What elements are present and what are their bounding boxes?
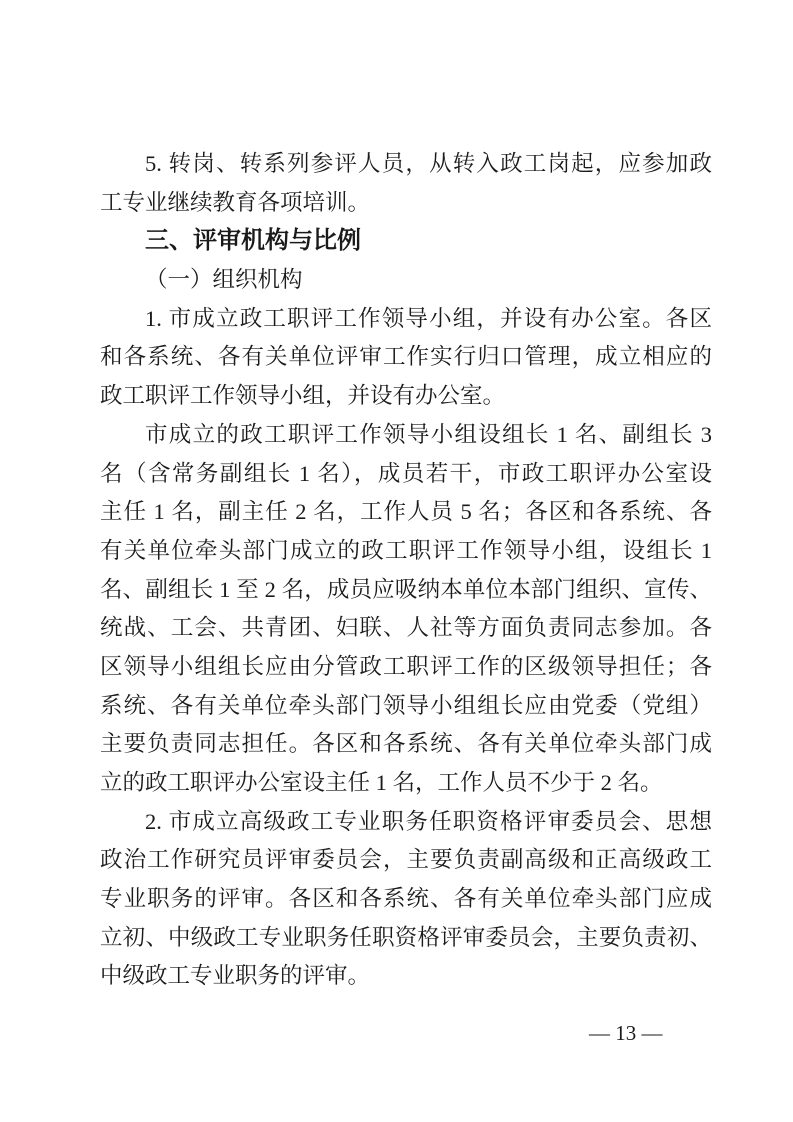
paragraph-line: 1. 市成立政工职评工作领导小组，并设有办公室。各区 <box>145 305 712 331</box>
paragraph-line: 主任 1 名，副主任 2 名，工作人员 5 名；各区和各系统、各 <box>100 499 712 525</box>
paragraph-line: 中级政工专业职务的评审。 <box>100 963 371 989</box>
subsection-heading: （一）组织机构 <box>145 267 303 293</box>
paragraph-line: 和各系统、各有关单位评审工作实行归口管理，成立相应的 <box>100 344 712 370</box>
paragraph-line: 区领导小组组长应由分管政工职评工作的区级领导担任；各 <box>100 653 712 679</box>
paragraph-line: 专业职务的评审。各区和各系统、各有关单位牵头部门应成 <box>100 886 712 912</box>
paragraph-line: 立初、中级政工专业职务任职资格评审委员会，主要负责初、 <box>100 924 712 950</box>
paragraph-line: 立的政工职评办公室设主任 1 名，工作人员不少于 2 名。 <box>100 770 663 795</box>
paragraph-line: 统战、工会、共青团、妇联、人社等方面负责同志参加。各 <box>100 615 712 641</box>
paragraph-line: 有关单位牵头部门成立的政工职评工作领导小组，设组长 1 <box>100 537 712 563</box>
paragraph-line: 工专业继续教育各项培训。 <box>100 189 371 215</box>
section-heading: 三、评审机构与比例 <box>145 227 361 255</box>
paragraph-line: 5. 转岗、转系列参评人员，从转入政工岗起，应参加政 <box>145 151 712 176</box>
paragraph-line: 2. 市成立高级政工专业职务任职资格评审委员会、思想 <box>145 808 712 834</box>
paragraph-line: 市成立的政工职评工作领导小组设组长 1 名、副组长 3 <box>145 421 712 447</box>
paragraph-line: 政工职评工作领导小组，并设有办公室。 <box>100 383 506 409</box>
paragraph-line: 系统、各有关单位牵头部门领导小组组长应由党委（党组） <box>100 692 712 718</box>
paragraph-line: 名（含常务副组长 1 名），成员若干，市政工职评办公室设 <box>100 460 712 486</box>
paragraph-line: 名、副组长 1 至 2 名，成员应吸纳本单位本部门组织、宣传、 <box>100 576 712 602</box>
paragraph-line: 政治工作研究员评审委员会，主要负责副高级和正高级政工 <box>100 847 712 873</box>
paragraph-line: 主要负责同志担任。各区和各系统、各有关单位牵头部门成 <box>100 731 712 757</box>
document-text <box>100 145 712 996</box>
page-number: — 13 — <box>589 1021 663 1045</box>
